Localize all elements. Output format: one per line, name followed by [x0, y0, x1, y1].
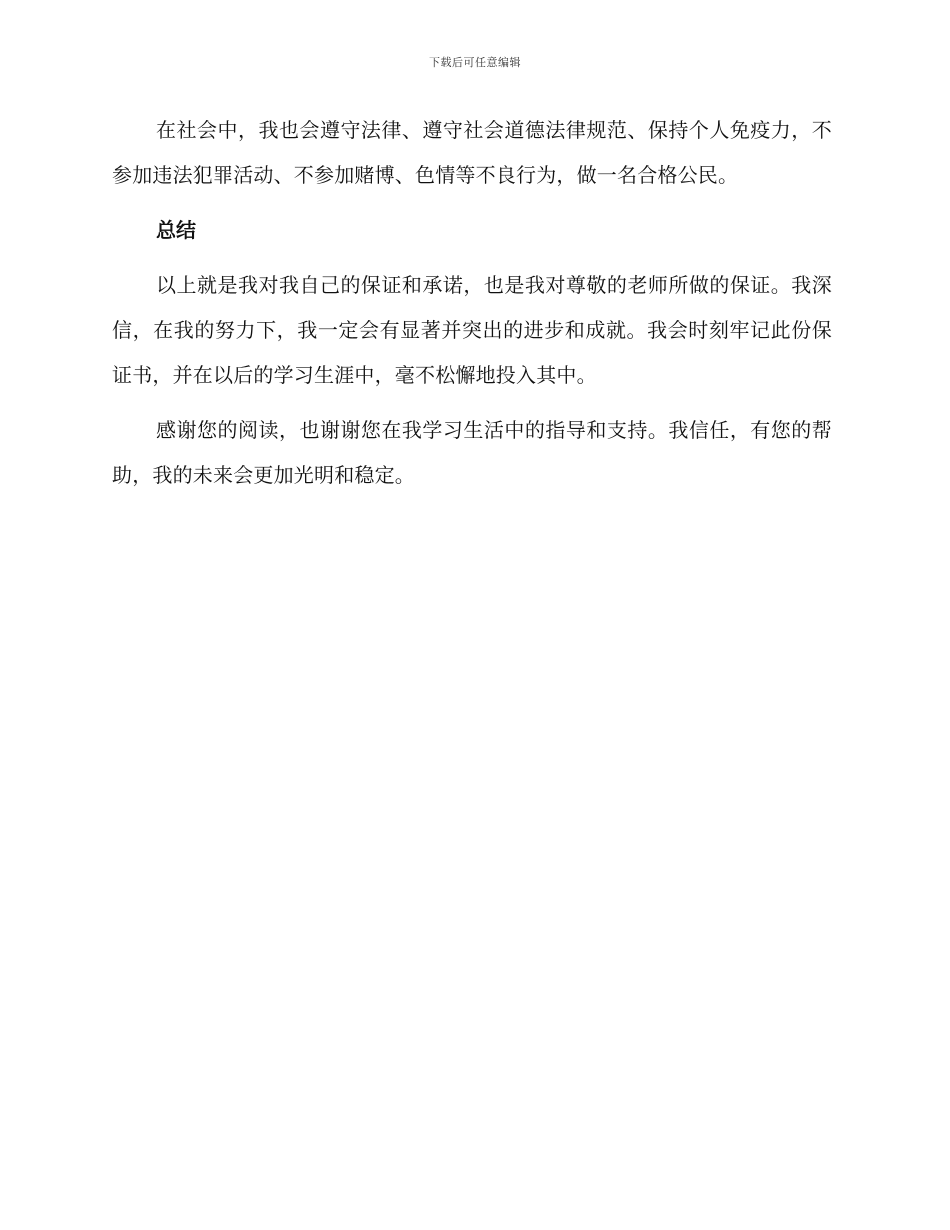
document-body	[112, 108, 832, 508]
paragraph-social-conduct: 在社会中，我也会遵守法律、遵守社会道德法律规范、保持个人免疫力，不参加违法犯罪活动、不参加赌博、色情等不良行为，做一名合格公民。	[112, 118, 832, 187]
section-heading-summary: 总结	[156, 218, 196, 242]
page-header: 下载后可任意编辑	[429, 56, 521, 69]
paragraph-commitment: 以上就是我对我自己的保证和承诺，也是我对尊敬的老师所做的保证。我深信，在我的努力下，我一定会有显著并突出的进步和成就。我会时刻牢记此份保证书，并在以后的学习生涯中，毫不松懈地投入其中。	[112, 273, 832, 387]
paragraph-thanks: 感谢您的阅读，也谢谢您在我学习生活中的指导和支持。我信任，有您的帮助，我的未来会更加光明和稳定。	[112, 418, 832, 487]
